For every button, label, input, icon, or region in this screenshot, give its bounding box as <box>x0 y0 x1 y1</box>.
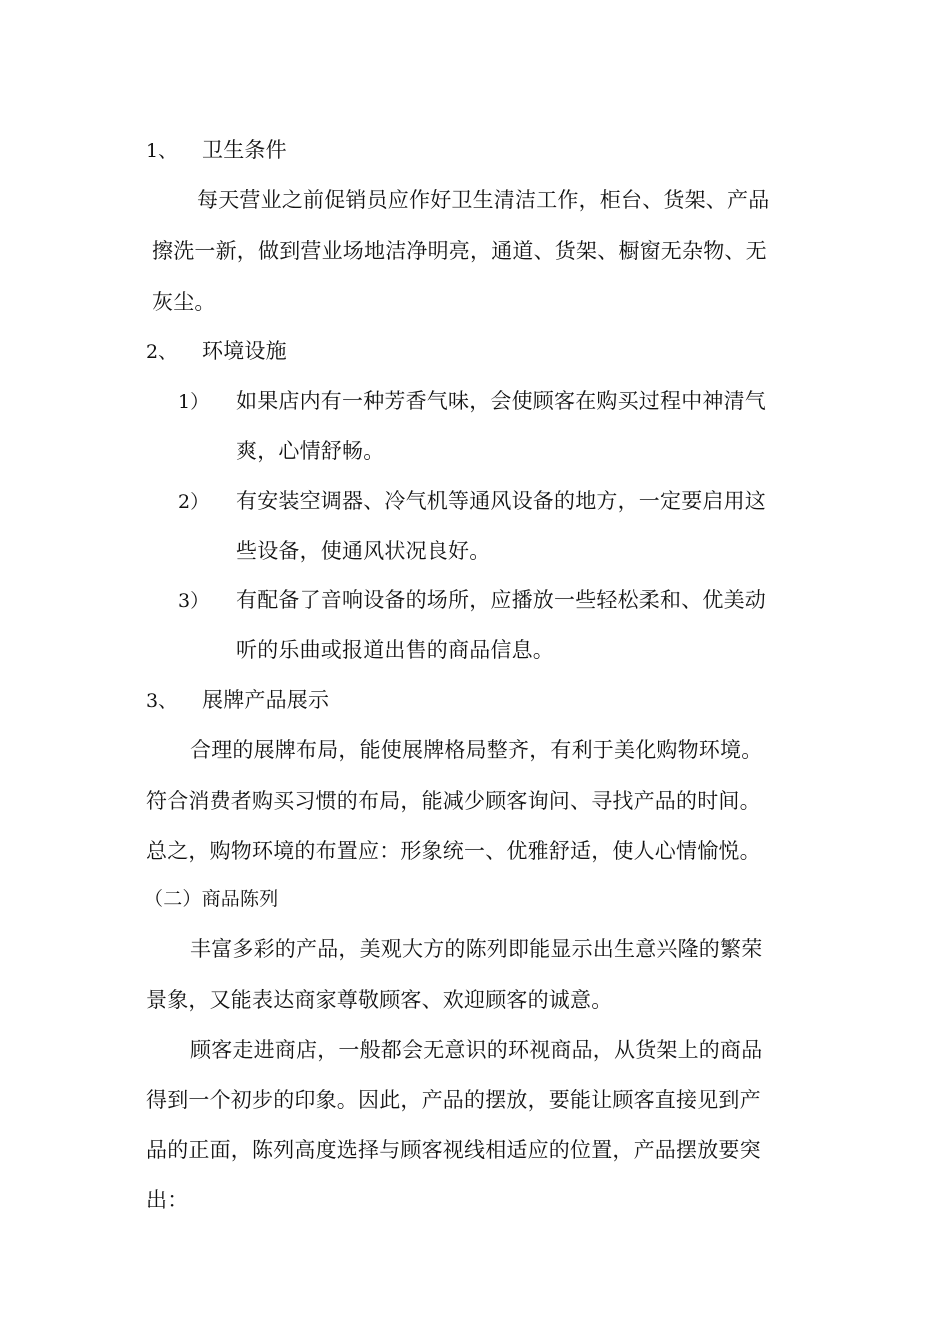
section-3-title: 展牌产品展示 <box>202 688 330 712</box>
section-1-para-line-2: 擦洗一新，做到营业场地洁净明亮，通道、货架、橱窗无杂物、无 <box>152 239 767 263</box>
section-3-para-line-2: 符合消费者购买习惯的布局，能减少顾客询问、寻找产品的时间。 <box>146 789 761 813</box>
section-3-para-line-1: 合理的展牌布局，能使展牌格局整齐，有利于美化购物环境。 <box>190 738 763 762</box>
section-2-number: 2、 <box>146 341 178 363</box>
display-para-2-line-4: 出： <box>146 1188 189 1212</box>
section-3-para-line-3: 总之，购物环境的布置应：形象统一、优雅舒适，使人心情愉悦。 <box>146 839 761 863</box>
section-2-item-3-line-2: 听的乐曲或报道出售的商品信息。 <box>236 638 554 662</box>
display-para-2-line-2: 得到一个初步的印象。因此，产品的摆放，要能让顾客直接见到产 <box>146 1088 761 1112</box>
section-2-item-1-line-1: 如果店内有一种芳香气味，会使顾客在购买过程中神清气 <box>236 389 766 413</box>
section-3-number: 3、 <box>146 690 178 712</box>
display-para-1-line-2: 景象，又能表达商家尊敬顾客、欢迎顾客的诚意。 <box>146 988 613 1012</box>
section-1-para-line-3: 灰尘。 <box>152 290 216 314</box>
section-1-number: 1、 <box>146 140 178 162</box>
section-2-item-2-number: 2） <box>178 491 210 513</box>
section-1-para-line-1: 每天营业之前促销员应作好卫生清洁工作，柜台、货架、产品 <box>197 188 770 212</box>
section-2-item-1-line-2: 爽，心情舒畅。 <box>236 439 385 463</box>
display-para-2-line-3: 品的正面，陈列高度选择与顾客视线相适应的位置，产品摆放要突 <box>146 1138 761 1162</box>
section-2-title: 环境设施 <box>202 339 287 363</box>
section-2-item-2-line-2: 些设备，使通风状况良好。 <box>236 539 491 563</box>
display-para-2-line-1: 顾客走进商店，一般都会无意识的环视商品，从货架上的商品 <box>190 1038 763 1062</box>
section-2-item-2-line-1: 有安装空调器、冷气机等通风设备的地方，一定要启用这 <box>236 489 766 513</box>
section-2-item-3-line-1: 有配备了音响设备的场所，应播放一些轻松柔和、优美动 <box>236 588 766 612</box>
section-2nd-heading: （二）商品陈列 <box>144 888 279 910</box>
section-1-title: 卫生条件 <box>202 138 287 162</box>
display-para-1-line-1: 丰富多彩的产品，美观大方的陈列即能显示出生意兴隆的繁荣 <box>190 937 763 961</box>
section-2-item-1-number: 1） <box>178 391 210 413</box>
section-2-item-3-number: 3） <box>178 590 210 612</box>
